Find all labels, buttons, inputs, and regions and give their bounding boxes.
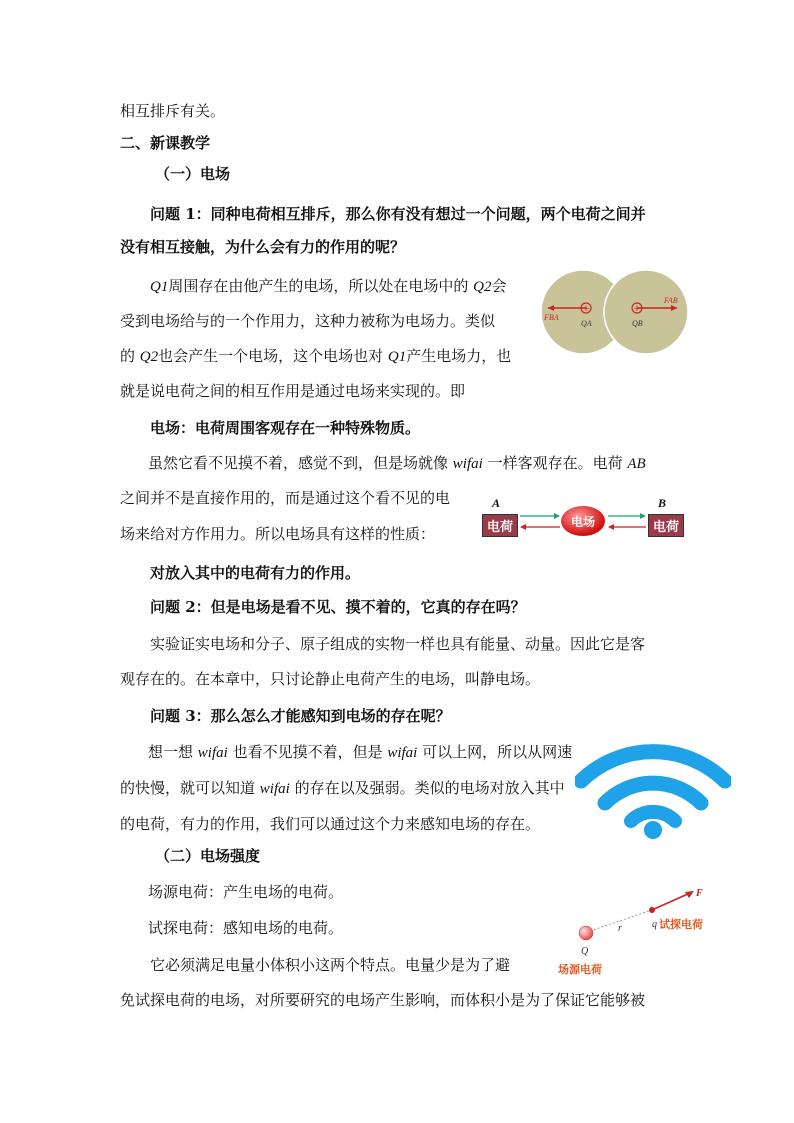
arrow-head bbox=[554, 513, 560, 519]
text: 场源电荷：产生电场的电荷。 bbox=[148, 883, 344, 901]
text-line bbox=[148, 453, 646, 474]
wifi-arc-middle bbox=[605, 783, 701, 803]
symbol: AB bbox=[627, 456, 646, 472]
arrow-head bbox=[608, 524, 614, 530]
charge-field-figure bbox=[540, 266, 690, 364]
text: （一）电场 bbox=[155, 165, 231, 183]
subsection-heading bbox=[155, 846, 260, 866]
symbol: wifai bbox=[452, 456, 483, 472]
text: 相互排斥有关。 bbox=[120, 102, 226, 120]
test-charge-figure bbox=[552, 880, 722, 980]
label-source-charge: 场源电荷 bbox=[558, 963, 602, 976]
source-charge bbox=[579, 926, 593, 940]
label-test-charge: 试探电荷 bbox=[659, 918, 703, 931]
text-line bbox=[120, 814, 540, 834]
symbol: Q1 bbox=[150, 279, 169, 295]
plus-sign: + bbox=[582, 304, 590, 314]
text-line bbox=[120, 778, 565, 799]
text: 观存在的。在本章中，只讨论静止电荷产生的电场，叫静电场。 bbox=[120, 670, 541, 688]
text: 会 bbox=[491, 277, 507, 295]
wifi-dot bbox=[644, 821, 662, 839]
text-line bbox=[148, 882, 343, 902]
text: 问题 3：那么怎么才能感知到电场的存在呢？ bbox=[150, 707, 451, 725]
text-line bbox=[120, 381, 465, 401]
wifi-icon bbox=[575, 737, 731, 839]
text: 的 bbox=[120, 347, 140, 365]
force-arrow bbox=[652, 893, 690, 910]
property-line bbox=[150, 563, 360, 583]
text: （二）电场强度 bbox=[155, 847, 261, 865]
text: 想一想 bbox=[148, 743, 198, 761]
symbol: Q1 bbox=[387, 349, 407, 365]
symbol: wifai bbox=[197, 745, 228, 761]
wifi-arc-inner bbox=[631, 812, 675, 821]
test-charge bbox=[649, 907, 655, 913]
label-qb: QB bbox=[632, 319, 643, 328]
text: 可以上网，所以从网速 bbox=[417, 743, 573, 761]
text: 的存在以及强弱。类似的电场对放入其中 bbox=[289, 779, 565, 797]
label-a: A bbox=[492, 496, 501, 510]
label-qa: QA bbox=[581, 319, 592, 328]
text-line bbox=[120, 488, 450, 508]
text-line bbox=[120, 311, 495, 331]
text-line bbox=[150, 955, 510, 975]
definition-line bbox=[150, 418, 420, 438]
text: 电场：电荷周围客观存在一种特殊物质。 bbox=[150, 419, 421, 437]
label-f: F bbox=[696, 888, 703, 899]
text: 它必须满足电量小体积小这两个特点。电量少是为了避 bbox=[150, 956, 511, 974]
plus-sign: + bbox=[633, 304, 641, 314]
text: 实验证实电场和分子、原子组成的实物一样也具有能量、动量。因此它是客 bbox=[150, 635, 646, 653]
label-big-q: Q bbox=[581, 946, 589, 957]
text: 问题 2：但是电场是看不见、摸不着的，它真的存在吗？ bbox=[150, 598, 526, 616]
section-heading bbox=[120, 133, 210, 153]
text: 也看不见摸不着，但是 bbox=[227, 743, 388, 761]
label-fba: FBA bbox=[544, 313, 559, 322]
text: 周围存在由他产生的电场，所以处在电场中的 bbox=[168, 277, 474, 295]
arrow-head bbox=[520, 524, 526, 530]
label-q: q bbox=[652, 919, 657, 930]
text: 没有相互接触，为什么会有力的作用的呢？ bbox=[120, 238, 406, 256]
text: 一样客观存在。电荷 bbox=[482, 454, 628, 472]
text-line bbox=[120, 669, 540, 689]
text-line bbox=[150, 276, 506, 297]
text: 的电荷，有力的作用，我们可以通过这个力来感知电场的存在。 bbox=[120, 815, 541, 833]
subsection-heading bbox=[155, 164, 230, 184]
symbol: wifai bbox=[259, 781, 290, 797]
text: 之间并不是直接作用的，而是通过这个看不见的电 bbox=[120, 489, 451, 507]
text: 产生电场力，也 bbox=[406, 347, 512, 365]
question-line bbox=[150, 204, 646, 224]
arrow-head bbox=[640, 513, 646, 519]
text: 问题 1：同种电荷相互排斥，那么你有没有想过一个问题，两个电荷之间并 bbox=[150, 205, 646, 223]
text: 对放入其中的电荷有力的作用。 bbox=[150, 564, 361, 582]
text-line bbox=[120, 524, 435, 544]
charge-box-left: 电荷 bbox=[482, 514, 518, 537]
text-line bbox=[120, 101, 225, 121]
text-line bbox=[150, 634, 645, 654]
text-line bbox=[120, 990, 645, 1010]
text: 免试探电荷的电场，对所要研究的电场产生影响，而体积小是为了保证它能够被 bbox=[120, 991, 646, 1009]
field-circle-b bbox=[604, 270, 688, 354]
question-line bbox=[120, 237, 405, 257]
arrows bbox=[478, 496, 693, 546]
symbol: wifai bbox=[387, 745, 418, 761]
text: 的快慢，就可以知道 bbox=[120, 779, 260, 797]
text: 二、新课教学 bbox=[120, 134, 211, 152]
field-ball-label: 电场 bbox=[570, 515, 596, 529]
label-b: B bbox=[658, 496, 667, 510]
text: 就是说电荷之间的相互作用是通过电场来实现的。即 bbox=[120, 382, 466, 400]
symbol: Q2 bbox=[139, 349, 159, 365]
symbol: Q2 bbox=[473, 279, 492, 295]
text: 试探电荷：感知电场的电荷。 bbox=[148, 919, 344, 937]
label-fab: FAB bbox=[664, 296, 678, 305]
question-line bbox=[150, 706, 451, 726]
text-line bbox=[148, 742, 572, 763]
text: 场来给对方作用力。所以电场具有这样的性质： bbox=[120, 525, 436, 543]
text-line bbox=[148, 918, 343, 938]
text-line bbox=[120, 346, 511, 367]
label-r: r bbox=[618, 923, 622, 934]
text: 也会产生一个电场，这个电场也对 bbox=[158, 347, 388, 365]
text: 受到电场给与的一个作用力，这种力被称为电场力。类似 bbox=[120, 312, 496, 330]
text: 虽然它看不见摸不着，感觉不到，但是场就像 bbox=[148, 454, 453, 472]
field-interaction-figure bbox=[478, 496, 693, 546]
charge-box-right: 电荷 bbox=[648, 514, 684, 537]
question-line bbox=[150, 597, 526, 617]
